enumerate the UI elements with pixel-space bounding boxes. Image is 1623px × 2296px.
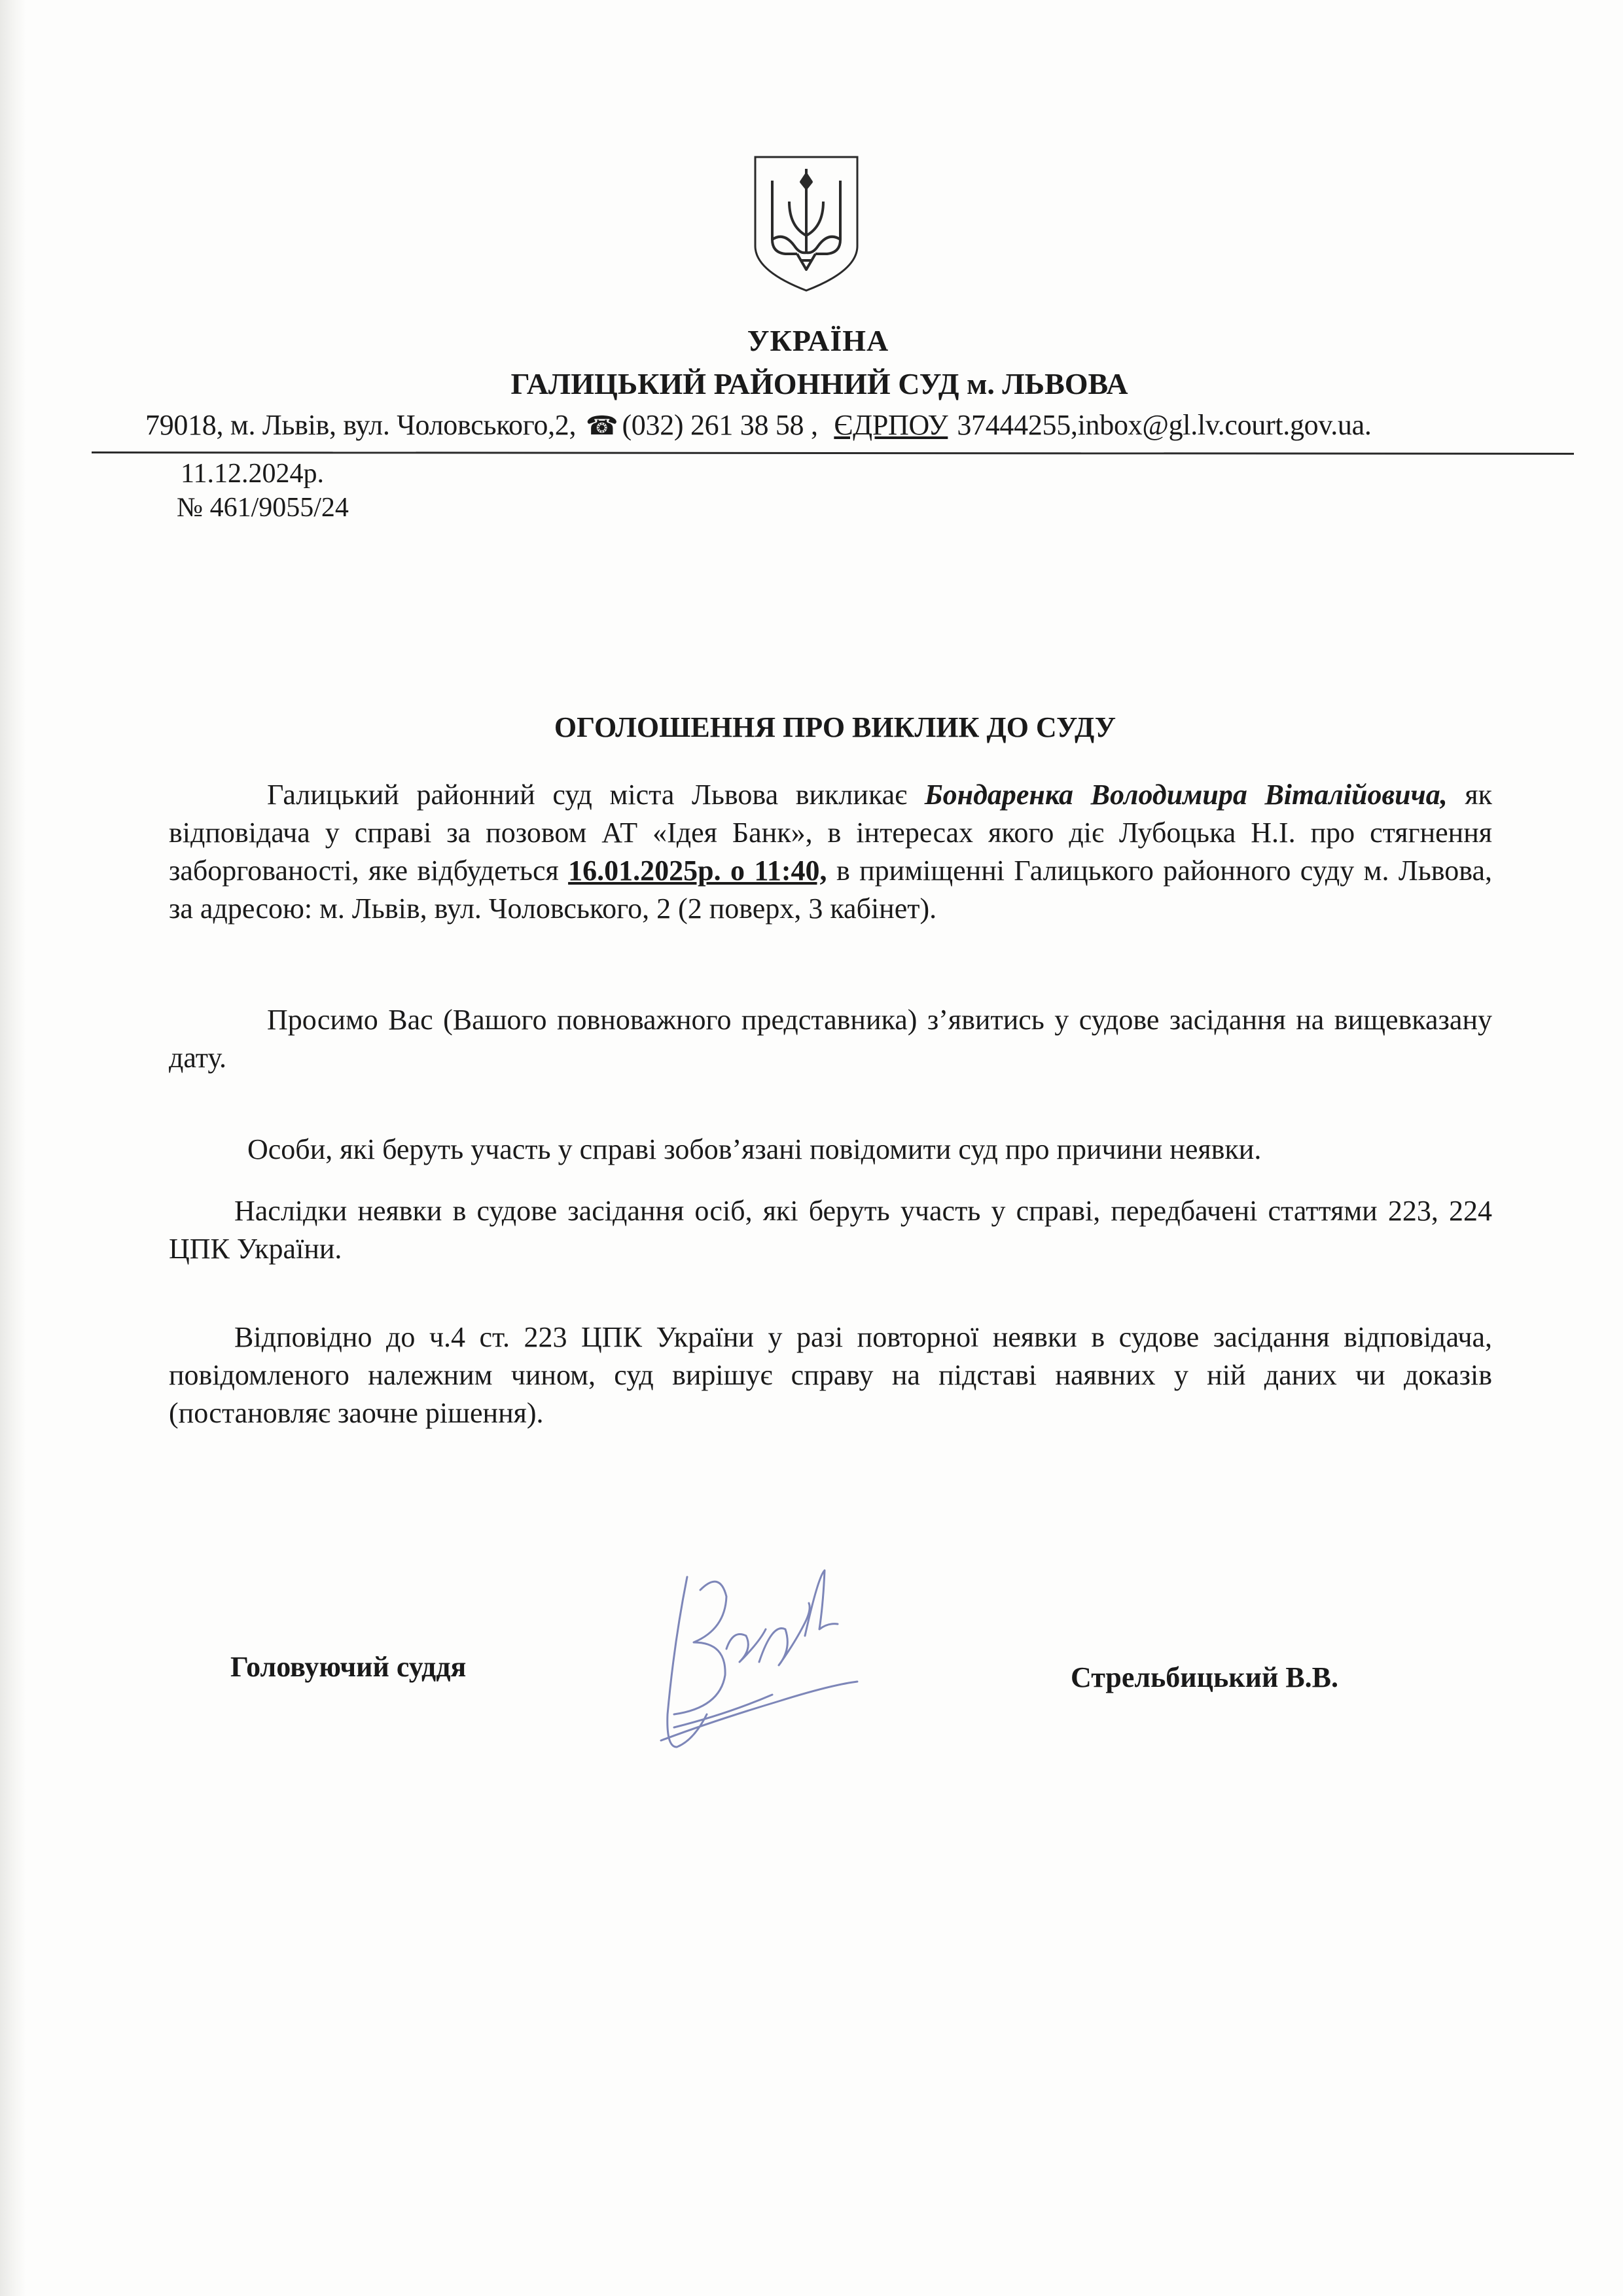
paragraph-summons <box>169 776 1492 928</box>
default-judgment-text: Відповідно до ч.4 ст. 223 ЦПК України у разі повторної неявки в судове засідання відповідача, повідомленого належним чином, суд вирішує справу на підставі наявних у ній даних чи доказів (постановляє заочне рішення). <box>169 1321 1492 1429</box>
trident-emblem-icon <box>751 154 861 293</box>
summons-text-middle: як відповідача у справі за позовом АТ «Ідея Банк», в інтересах якого діє Лубоцька Н.І. про стягнення заборгованості, яке відбудеться <box>169 779 1492 887</box>
paragraph-default-judgment <box>169 1318 1492 1432</box>
judge-name: Стрельбицький В.В. <box>1071 1661 1339 1693</box>
paragraph-consequences <box>169 1192 1492 1268</box>
document-date: 11.12.2024р. <box>181 459 324 489</box>
handwritten-signature <box>648 1551 870 1767</box>
summons-text-end: в приміщенні Галицького районного суду м. Львова, за адресою: м. Львів, вул. Чоловського, 2 (2 поверх, 3 кабінет). <box>169 855 1492 925</box>
phone-icon: ☎ <box>585 411 618 440</box>
paragraph-obligation <box>169 1131 1492 1169</box>
hearing-datetime: 16.01.2025р. о 11:40, <box>568 855 827 887</box>
edrpou-label: ЄДРПОУ <box>834 409 948 441</box>
country-heading: УКРАЇНА <box>747 324 889 357</box>
obligation-text: Особи, які беруть участь у справі зобов’язані повідомити суд про причини неявки. <box>247 1133 1262 1165</box>
consequences-text: Наслідки неявки в судове засідання осіб, які беруть участь у справі, передбачені статтями 223, 224 ЦПК України. <box>169 1195 1492 1265</box>
judge-role: Головуючий суддя <box>230 1651 467 1683</box>
paragraph-request <box>169 1001 1492 1077</box>
document-title: ОГОЛОШЕННЯ ПРО ВИКЛИК ДО СУДУ <box>554 711 1116 743</box>
court-phone: (032) 261 38 58 , <box>622 409 818 441</box>
defendant-name: Бондаренка Володимира Віталійовича, <box>924 779 1448 811</box>
summons-text-start: Галицький районний суд міста Львова викликає <box>267 779 925 811</box>
header-divider <box>92 451 1574 455</box>
court-name-heading: ГАЛИЦЬКИЙ РАЙОННИЙ СУД м. ЛЬВОВА <box>510 367 1128 400</box>
edrpou-and-email: 37444255,inbox@gl.lv.court.gov.ua. <box>957 409 1372 441</box>
court-address-line <box>145 408 1372 442</box>
request-text: Просимо Вас (Вашого повноважного представника) з’явитись у судове засідання на вищевказану дату. <box>169 1004 1492 1074</box>
case-number: № 461/9055/24 <box>177 493 349 523</box>
court-address: 79018, м. Львів, вул. Чоловського,2, <box>145 409 577 441</box>
